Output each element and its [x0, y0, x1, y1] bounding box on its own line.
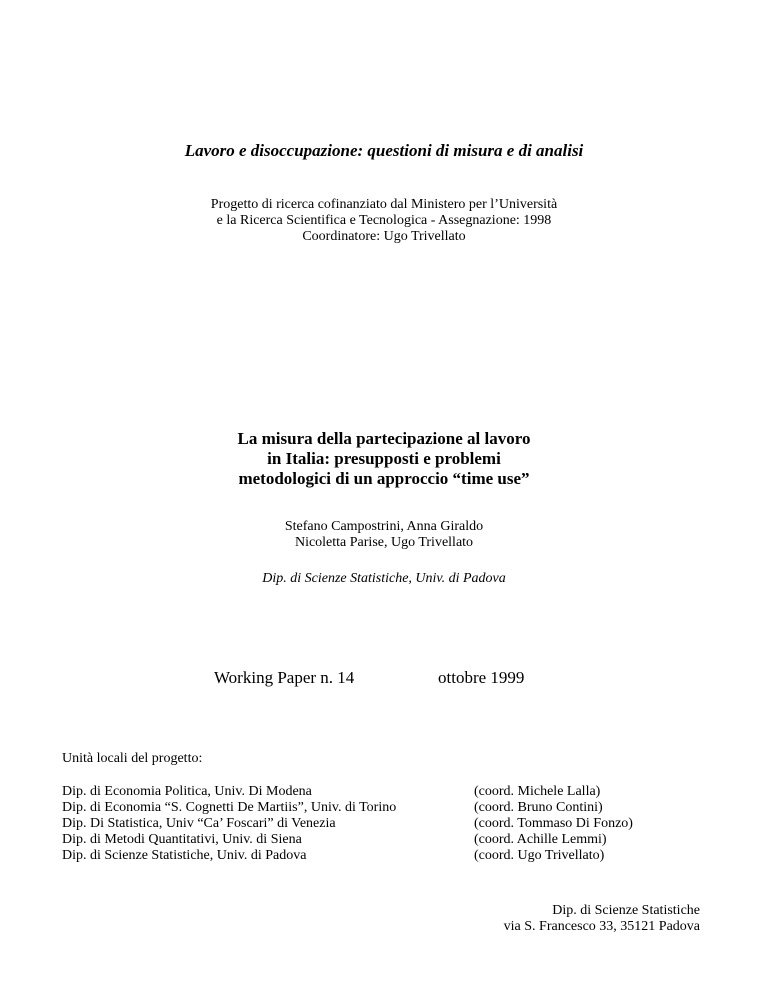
working-paper-number: Working Paper n. 14	[214, 668, 355, 687]
local-unit-item: Dip. di Economia “S. Cognetti De Martiis”, Univ. di Torino	[62, 800, 397, 815]
coordinator-item: (coord. Achille Lemmi)	[474, 832, 607, 847]
coordinator-item: (coord. Tommaso Di Fonzo)	[474, 816, 633, 831]
authors-line-1: Stefano Campostrini, Anna Giraldo	[284, 519, 484, 534]
project-line-2: e la Ricerca Scientifica e Tecnologica - Assegnazione: 1998	[216, 213, 552, 228]
paper-title	[0, 429, 768, 489]
series-title: Lavoro e disoccupazione: questioni di misura e di analisi	[184, 141, 584, 160]
coordinator-item: (coord. Michele Lalla)	[474, 784, 601, 799]
project-coordinator: Coordinatore: Ugo Trivellato	[302, 229, 466, 244]
paper-title-line-3: metodologici di un approccio “time use”	[238, 469, 530, 488]
paper-title-line-2: in Italia: presupposti e problemi	[267, 449, 501, 468]
address-line-1: Dip. di Scienze Statistiche	[552, 903, 700, 918]
department-address	[504, 903, 700, 935]
project-info	[0, 197, 768, 245]
affiliation: Dip. di Scienze Statistiche, Univ. di Padova	[262, 571, 506, 586]
local-unit-item: Dip. di Economia Politica, Univ. Di Modena	[62, 784, 312, 799]
local-unit-item: Dip. di Scienze Statistiche, Univ. di Padova	[62, 848, 307, 863]
local-units-list	[62, 784, 396, 864]
authors	[0, 519, 768, 551]
project-line-1: Progetto di ricerca cofinanziato dal Ministero per l’Università	[210, 197, 558, 212]
coordinators-list	[474, 784, 633, 864]
paper-title-line-1: La misura della partecipazione al lavoro	[237, 429, 531, 448]
local-unit-item: Dip. di Metodi Quantitativi, Univ. di Siena	[62, 832, 302, 847]
working-paper-date: ottobre 1999	[438, 668, 525, 687]
coordinator-item: (coord. Ugo Trivellato)	[474, 848, 605, 863]
coordinator-item: (coord. Bruno Contini)	[474, 800, 603, 815]
local-units-heading: Unità locali del progetto:	[62, 751, 203, 766]
authors-line-2: Nicoletta Parise, Ugo Trivellato	[294, 535, 474, 550]
local-unit-item: Dip. Di Statistica, Univ “Ca’ Foscari” di Venezia	[62, 816, 336, 831]
address-line-2: via S. Francesco 33, 35121 Padova	[503, 919, 700, 934]
